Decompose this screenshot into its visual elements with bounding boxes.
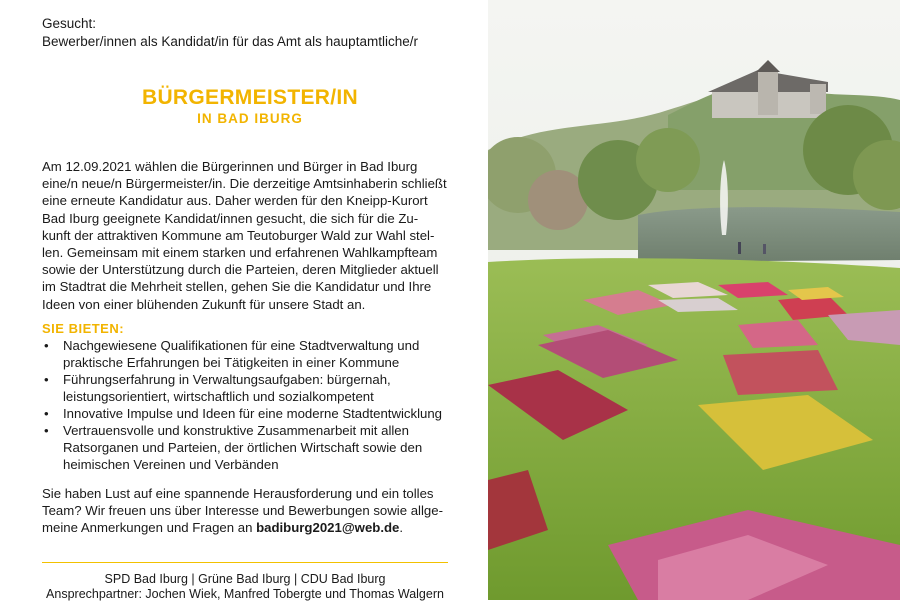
offer-item-line: • Nachgewiesene Qualifikationen für eine Stadtverwaltung und [63,338,420,353]
search-label: Gesucht: [42,16,97,31]
intro-line: Am 12.09.2021 wählen die Bürgerinnen und Bürger in Bad Iburg [42,159,418,174]
outro-paragraph [42,485,458,537]
park-photo [488,0,900,600]
offer-item-line: • Führungserfahrung in Verwaltungsaufgaben: bürgernah, [63,372,391,387]
offer-item-line: heimischen Vereinen und Verbänden [63,457,279,472]
offer-item-line: • Vertrauensvolle und konstruktive Zusammenarbeit mit allen [63,423,409,438]
intro-line: Bad Iburg geeignete Kandidat/innen gesucht, die sich für die Zu- [42,210,419,226]
footer-parties: SPD Bad Iburg | Grüne Bad Iburg | CDU Bad Iburg [104,572,386,586]
page-subtitle: IN BAD IBURG [197,111,303,126]
footer-contacts: Ansprechpartner: Jochen Wiek, Manfred Tobergte und Thomas Walgern [46,587,444,601]
outro-line-prefix: meine Anmerkungen und Fragen an [42,520,257,536]
headline [42,86,458,128]
intro-line: kunft der attraktiven Kommune am Teutoburger Wald zur Wahl stel- [42,227,435,243]
offer-item [42,337,462,371]
offer-item [42,405,462,422]
outro-line: Sie haben Lust auf eine spannende Herausforderung und ein tolles [42,486,434,501]
search-line: Bewerber/innen als Kandidat/in für das Amt als hauptamtliche/r [42,34,418,49]
page-title: BÜRGERMEISTER/IN [142,86,358,109]
intro-paragraph [42,158,458,313]
offer-item-line: • Innovative Impulse und Ideen für eine moderne Stadtentwicklung [63,406,443,421]
offer-item-line: praktische Erfahrungen bei Tätigkeiten in einer Kommune [63,355,400,370]
footer [42,572,448,602]
outro-line-suffix: . [399,520,404,536]
intro-line: im Stadtrat die Mehrheit stellen, gehen Sie die Kandidatur und Ihre [42,279,432,295]
offer-heading: SIE BIETEN: [42,321,125,336]
offer-item-line: Ratsorganen und Parteien, der örtlichen Wirtschaft sowie den [63,440,423,455]
outro-line: Team? Wir freuen uns über Interesse und Bewerbungen sowie allge- [42,503,443,519]
intro-line: Ideen von einer blühenden Zukunft für unsere Stadt an. [42,296,366,312]
offer-list [42,337,462,473]
intro-line: eine/n neue/n Bürgermeister/in. Die derzeitige Amtsinhaberin schließt [42,176,447,192]
contact-email[interactable]: badiburg2021@web.de [256,520,400,536]
intro-line: len. Gemeinsam mit einem starken und erfahrenen Wahlkampfteam [42,245,438,261]
outro-line [42,519,458,536]
offer-item [42,422,462,473]
offer-item-line: leistungsorientiert, wirtschaftlich und sozialkompetent [63,389,374,404]
search-notice [42,15,418,51]
footer-divider [42,562,448,563]
intro-line: eine erneute Kandidatur aus. Daher werden für den Kneipp-Kurort [42,193,428,209]
intro-line: sowie der Unterstützung durch die Parteien, deren Mitglieder aktuell [42,262,439,278]
offer-item [42,371,462,405]
